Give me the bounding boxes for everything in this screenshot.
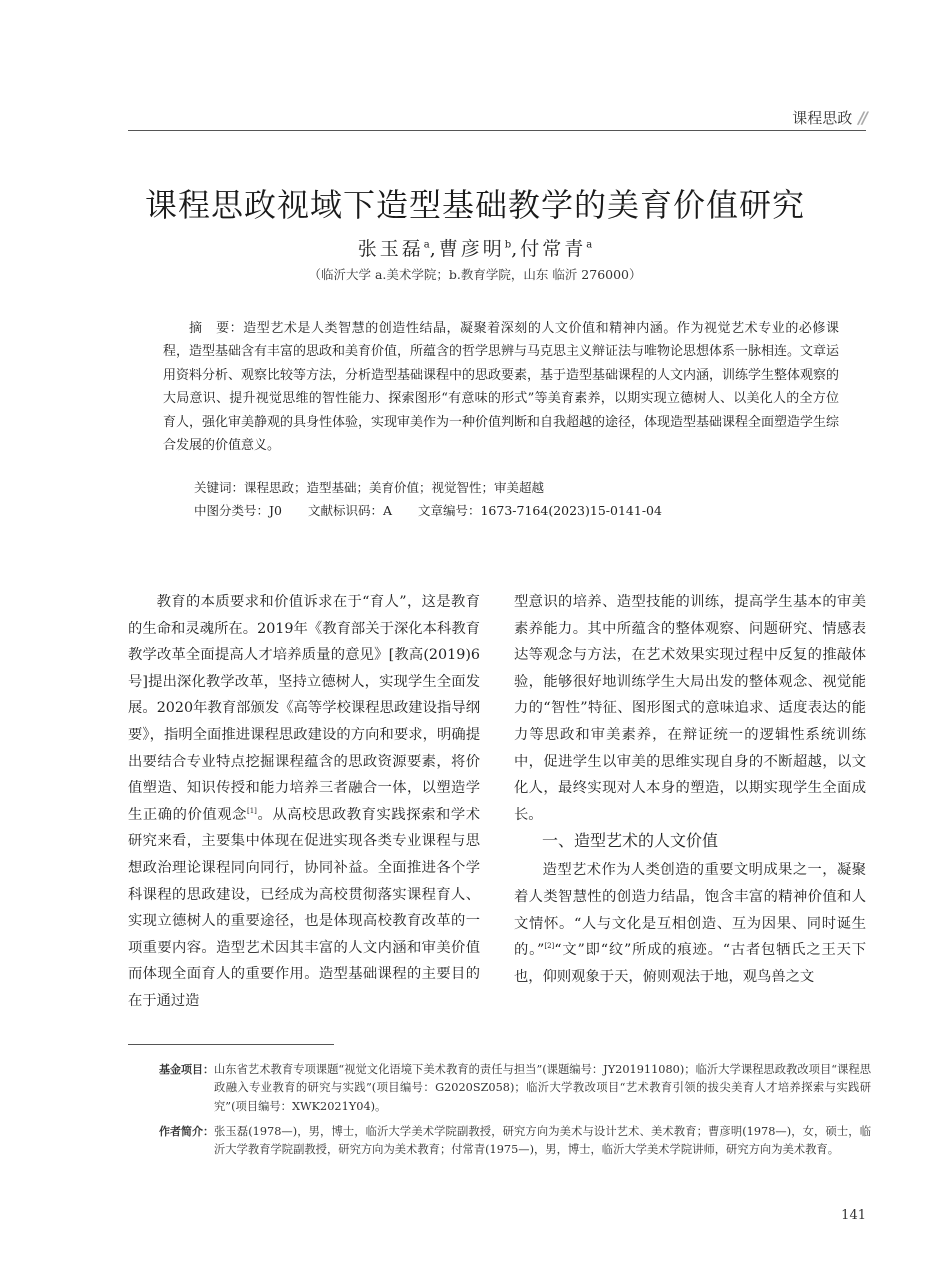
document-code: 文献标识码：A	[307, 503, 392, 518]
author-list: 张玉磊$^a$,曹彦明$^b$,付常青$^a$	[357, 238, 593, 260]
footnote-author-bio	[159, 1123, 871, 1160]
author-name: 付常青	[520, 238, 587, 260]
citation-ref[interactable]: [2]	[544, 942, 555, 951]
footnote-rule	[128, 1044, 334, 1045]
header-rule	[128, 130, 866, 131]
classification-line	[194, 501, 684, 519]
clc-number: 中图分类号：J0	[194, 503, 282, 518]
header-slash-mark: //	[858, 108, 866, 127]
paragraph-text: 教育的本质要求和价值诉求在于“育人”，这是教育的生命和灵魂所在。2019年《教育部关于深化本科教育教学改革全面提高人才培养质量的意见》[教高(2019)6号]提出深化教学改革，坚持立德树人，实现学生全面发展。2020年教育部颁发《高等学校课程思政建设指导纲要》，指明全面推进课程思政建设的方向和要求，明确提出要结合专业特点挖掘课程蕴含的思政资源要素，将价值塑造、知识传授和能力培养三者融合一体，以塑造学生正确的价值观念	[128, 594, 480, 823]
article-title: 课程思政视域下造型基础教学的美育价值研究	[144, 186, 805, 224]
body-paragraph: 型意识的培养、造型技能的训练，提高学生基本的审美素养能力。其中所蕴含的整体观察、问题研究、情感表达等观念与方法，在艺术效果实现过程中反复的推敲体验，能够很好地训练学生大局出发的整体观念、视觉能力的“智性”特征、图形图式的意味追求、适度表达的能力等思政和审美素养，在辩证统一的逻辑性系统训练中，促进学生以审美的思维实现自身的不断超越，以文化人，最终实现对人本身的塑造，以期实现学生全面成长。	[514, 594, 866, 823]
footnote-label: 作者简介：	[159, 1125, 214, 1138]
paragraph-text: “文”即“纹”所成的痕迹。“古者包牺氏之王天下也，仰则观象于天，俯则观法于地，观鸟兽之文	[514, 942, 866, 985]
footnote-label: 基金项目：	[159, 1063, 214, 1076]
affiliation: （临沂大学 a.美术学院；b.教育学院，山东 临沂 276000）	[308, 267, 642, 282]
body-paragraph	[514, 857, 866, 990]
abstract	[163, 317, 839, 457]
keywords-label: 关键词：	[194, 480, 245, 495]
section-heading: 一、造型艺术的人文价值	[542, 831, 719, 851]
citation-ref[interactable]: [1]	[246, 806, 257, 815]
keywords	[194, 478, 566, 496]
paragraph-text: 。从高校思政教育实践探索和学术研究来看，主要集中体现在促进实现各类专业课程与思想政治理论课程同向同行，协同补益。全面推进各个学科课程的思政建设，已经成为高校贯彻落实课程育人、实现立德树人的重要途径，也是体现高校教育改革的一项重要内容。造型艺术因其丰富的人文内涵和审美价值而体现全面育人的重要作用。造型基础课程的主要目的在于通过造	[128, 806, 480, 1009]
article-number: 文章编号：1673-7164(2023)15-0141-04	[417, 503, 662, 518]
footnote-text: 山东省艺术教育专项课题“视觉文化语境下美术教育的责任与担当”(课题编号：JY201911080)；临沂大学课程思政教改项目“课程思政融入专业教育的研究与实践”(项目编号：G2020SZ058)；临沂大学教改项目“艺术教育引领的拔尖美育人才培养探索与实践研究”(项目编号：XWK2021Y04)。	[214, 1063, 871, 1113]
author-name: 张玉磊	[357, 238, 424, 260]
page-number: 141	[841, 1208, 866, 1223]
keywords-text: 课程思政；造型基础；美育价值；视觉智性；审美超越	[244, 480, 545, 495]
body-column-left	[128, 589, 480, 1015]
author-affil-mark: a	[423, 239, 430, 251]
body-column-right	[514, 589, 866, 990]
author-affil-mark: a	[586, 239, 593, 251]
footnote-text: 张玉磊(1978—)，男，博士，临沂大学美术学院副教授，研究方向为美术与设计艺术、美术教育；曹彦明(1978—)，女，硕士，临沂大学教育学院副教授，研究方向为美术教育；付常青(1975—)，男，博士，临沂大学美术学院讲师，研究方向为美术教育。	[214, 1125, 871, 1157]
author-name: 曹彦明	[438, 238, 505, 260]
abstract-label: 摘 要：	[189, 321, 244, 336]
body-paragraph	[128, 589, 480, 1015]
footnote-funding	[159, 1061, 871, 1116]
author-affil-mark: b	[504, 239, 512, 251]
section-label: 课程思政	[792, 109, 853, 127]
paragraph-text: 造型艺术作为人类创造的重要文明成果之一，凝聚着人类智慧性的创造力结晶，饱含丰富的精神价值和人文情怀。“人与文化是互相创造、互为因果、同时诞生的。”	[514, 862, 866, 959]
abstract-text: 造型艺术是人类智慧的创造性结晶，凝聚着深刻的人文价值和精神内涵。作为视觉艺术专业的必修课程，造型基础含有丰富的思政和美育价值，所蕴含的哲学思辨与马克思主义辩证法与唯物论思想体系一脉相连。文章运用资料分析、观察比较等方法，分析造型基础课程中的思政要素，基于造型基础课程的人文内涵，训练学生整体观察的大局意识、提升视觉思维的智性能力、探索图形“有意味的形式”等美育素养，以期实现立德树人、以美化人的全方位育人，强化审美静观的具身性体验，实现审美作为一种价值判断和自我超越的途径，体现造型基础课程全面塑造学生综合发展的价值意义。	[163, 321, 840, 454]
running-header	[792, 107, 866, 128]
